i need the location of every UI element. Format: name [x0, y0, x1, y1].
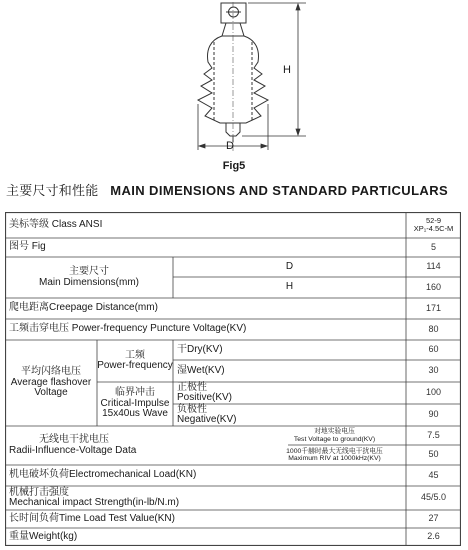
h-value: 160 — [425, 281, 442, 292]
em-load-label: 机电破坏负荷Electromechanical Load(KN) — [9, 469, 197, 481]
test-voltage-cn: 对地实验电压 — [314, 428, 355, 436]
dimension-h-label: H — [283, 64, 291, 76]
section-heading-en: MAIN DIMENSIONS AND STANDARD PARTICULARS — [110, 183, 449, 198]
creepage-value: 171 — [425, 302, 442, 313]
power-frequency-label — [97, 340, 173, 382]
mech-impact-label — [5, 486, 406, 510]
cap-clevis — [221, 3, 246, 23]
weight-label: 重量Weight(kg) — [9, 530, 78, 542]
riv-cn: 无线电干扰电压 — [39, 434, 109, 445]
dry-label: 干Dry(KV) — [177, 343, 223, 355]
creepage-label: 爬电距离Creepage Distance(mm) — [9, 302, 158, 314]
test-voltage-en: Test Voltage to ground(KV) — [293, 435, 376, 443]
h-label: H — [285, 281, 294, 293]
em-load-value: 45 — [428, 469, 439, 480]
riv-label — [5, 426, 288, 465]
max-riv-value: 50 — [428, 449, 439, 460]
positive-en: Positive(KV) — [177, 392, 233, 403]
section-heading — [6, 180, 466, 199]
flashover-cn: 平均闪络电压 — [21, 366, 81, 378]
positive-value: 100 — [425, 387, 442, 398]
main-dimensions-cn: 主要尺寸 — [69, 266, 109, 277]
power-frequency-cn: 工频 — [125, 349, 145, 361]
flashover-en-2: Voltage — [34, 387, 68, 399]
fig-label: 图号 Fig — [9, 241, 46, 253]
negative-label — [173, 404, 406, 426]
d-label: D — [285, 260, 294, 272]
max-riv-en: Maximum RIV at 1000kHz(KV) — [288, 455, 381, 462]
class-value-1: 52-9 — [425, 216, 441, 226]
main-dimensions-en: Main Dimensions(mm) — [38, 276, 139, 288]
main-dimensions-label — [5, 257, 173, 298]
critical-impulse-label — [97, 382, 173, 426]
dry-value: 60 — [428, 344, 439, 355]
d-value: 114 — [426, 261, 441, 272]
critical-impulse-en-1: Critical-Impulse — [100, 397, 170, 409]
mech-impact-value: 45/5.0 — [420, 492, 447, 503]
insulator-figure — [0, 0, 468, 178]
negative-value: 90 — [428, 409, 439, 420]
test-voltage-label — [263, 426, 406, 445]
class-value — [406, 212, 461, 238]
negative-en: Negative(KV) — [177, 414, 237, 425]
critical-impulse-cn: 临界冲击 — [115, 387, 155, 399]
flashover-label — [5, 340, 97, 426]
mech-impact-en: Mechanical impact Strength(in-lb/N.m) — [9, 497, 180, 508]
fig-value: 5 — [430, 241, 436, 252]
dimension-d-label: D — [226, 140, 234, 152]
class-value-2: XP₁-4.5C-M — [413, 224, 454, 233]
puncture-value: 80 — [428, 323, 439, 334]
figure-caption: Fig5 — [222, 160, 246, 172]
max-riv-cn: 1000千赫时最大无线电干扰电压 — [286, 447, 383, 455]
positive-cn: 正极性 — [177, 381, 207, 393]
flashover-en-1: Average flashover — [10, 376, 92, 388]
max-riv-label — [263, 445, 406, 465]
time-load-label: 长时间负荷Time Load Test Value(KN) — [9, 512, 175, 524]
riv-en: Radii-Influence-Voltage Data — [9, 444, 137, 456]
wet-label: 湿Wet(KV) — [177, 364, 225, 376]
mech-impact-cn: 机械打击强度 — [9, 486, 69, 498]
wet-value: 30 — [428, 365, 439, 376]
negative-cn: 负极性 — [177, 403, 207, 415]
section-heading-cn: 主要尺寸和性能 — [6, 183, 99, 198]
time-load-value: 27 — [428, 513, 439, 524]
critical-impulse-en-2: 15x40us Wave — [102, 408, 168, 420]
insulator-drawing — [0, 0, 468, 178]
class-label: 美标等级 Class ANSI — [9, 218, 103, 230]
test-voltage-value: 7.5 — [427, 429, 440, 440]
puncture-label: 工频击穿电压 Power-frequency Puncture Voltage(KV) — [9, 323, 247, 335]
spec-table — [5, 212, 461, 546]
power-frequency-en: Power-frequency — [97, 360, 173, 371]
positive-label — [173, 382, 406, 404]
weight-value: 2.6 — [427, 531, 440, 542]
